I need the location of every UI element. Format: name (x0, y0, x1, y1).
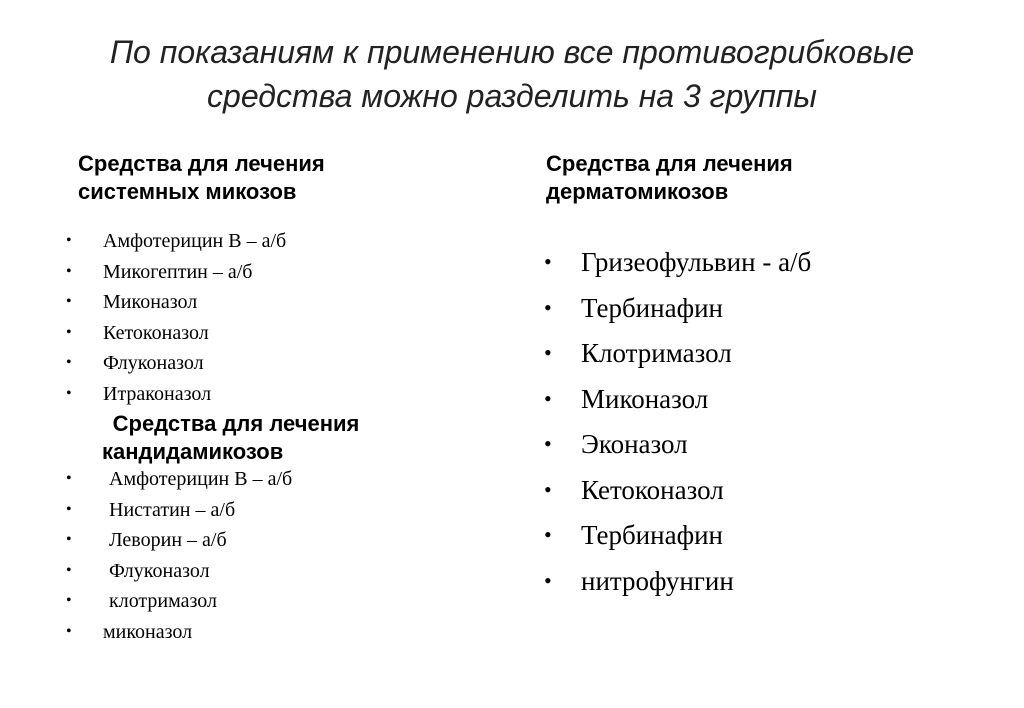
dermato-heading-line-1: Средства для лечения (546, 151, 793, 176)
list-item (66, 226, 286, 257)
list-item (544, 377, 811, 423)
drug-name: Гризеофульвин - а/б (581, 247, 812, 277)
drug-name: Нистатин – а/б (109, 498, 236, 521)
list-item (544, 240, 811, 286)
candidiasis-heading (76, 410, 396, 466)
bullet-icon: • (544, 567, 552, 593)
drug-name: Микогептин – а/б (103, 260, 253, 283)
bullet-icon: • (66, 262, 72, 280)
list-item (66, 617, 292, 648)
drug-name: Леворин – а/б (109, 529, 227, 551)
bullet-icon: • (66, 561, 72, 579)
bullet-icon: • (544, 431, 552, 456)
list-item (544, 468, 811, 514)
slide-title-line-1: По показаниям к применению все противогрибковые (109, 34, 915, 70)
list-item (544, 513, 811, 559)
drug-name: Эконазол (581, 429, 688, 459)
bullet-icon: • (66, 500, 72, 518)
drug-name: Итраконазол (103, 382, 212, 405)
bullet-icon: • (66, 470, 72, 487)
bullet-icon: • (544, 385, 552, 411)
candida-heading-line-1: Средства для лечения (112, 411, 360, 436)
bullet-icon: • (66, 232, 72, 249)
list-item (544, 422, 811, 468)
dermatomycoses-heading (546, 150, 866, 206)
bullet-icon: • (66, 531, 72, 548)
drug-name: Миконазол (581, 383, 709, 414)
list-item (544, 559, 811, 605)
list-item (66, 464, 292, 495)
list-item (66, 586, 292, 617)
slide-title-line-2: средства можно разделить на 3 группы (207, 78, 817, 114)
candida-heading-line-2: кандидамикозов (102, 439, 284, 464)
list-item (66, 287, 286, 318)
bullet-icon: • (544, 249, 552, 274)
list-item (544, 286, 811, 332)
list-item (66, 495, 292, 526)
drug-name: Флуконазол (103, 352, 204, 374)
bullet-icon: • (66, 622, 72, 640)
drug-name: Амфотерицин В – а/б (103, 230, 287, 252)
drug-name: клотримазол (109, 590, 218, 612)
systemic-heading-line-1: Средства для лечения (78, 151, 325, 176)
list-item (66, 257, 286, 288)
bullet-icon: • (544, 476, 552, 502)
bullet-icon: • (66, 592, 72, 609)
bullet-icon: • (544, 294, 552, 320)
list-item (66, 348, 286, 379)
list-item (66, 379, 286, 410)
systemic-heading-line-2: системных микозов (78, 179, 297, 204)
bullet-icon: • (66, 384, 72, 402)
list-item (66, 318, 286, 349)
drug-name: Тербинафин (581, 292, 723, 323)
bullet-icon: • (544, 340, 552, 365)
systemic-mycoses-heading (78, 150, 398, 206)
drug-name: Флуконазол (109, 559, 210, 582)
drug-name: Клотримазол (581, 338, 732, 368)
systemic-mycoses-list (66, 226, 286, 409)
dermatomycoses-list (544, 240, 811, 604)
drug-name: Тербинафин (581, 520, 723, 550)
drug-name: нитрофунгин (581, 565, 734, 596)
dermato-heading-line-2: дерматомикозов (546, 179, 729, 204)
candidiasis-list (66, 464, 292, 647)
bullet-icon: • (66, 323, 72, 341)
list-item (544, 331, 811, 377)
bullet-icon: • (544, 522, 552, 547)
drug-name: миконазол (103, 620, 193, 643)
drug-name: Кетоконазол (581, 474, 724, 505)
list-item (66, 556, 292, 587)
drug-name: Кетоконазол (103, 321, 209, 344)
drug-name: Миконазол (103, 291, 198, 313)
list-item (66, 525, 292, 556)
bullet-icon: • (66, 293, 72, 310)
drug-name: Амфотерицин В – а/б (109, 468, 293, 490)
slide-title (60, 30, 964, 118)
bullet-icon: • (66, 354, 72, 371)
